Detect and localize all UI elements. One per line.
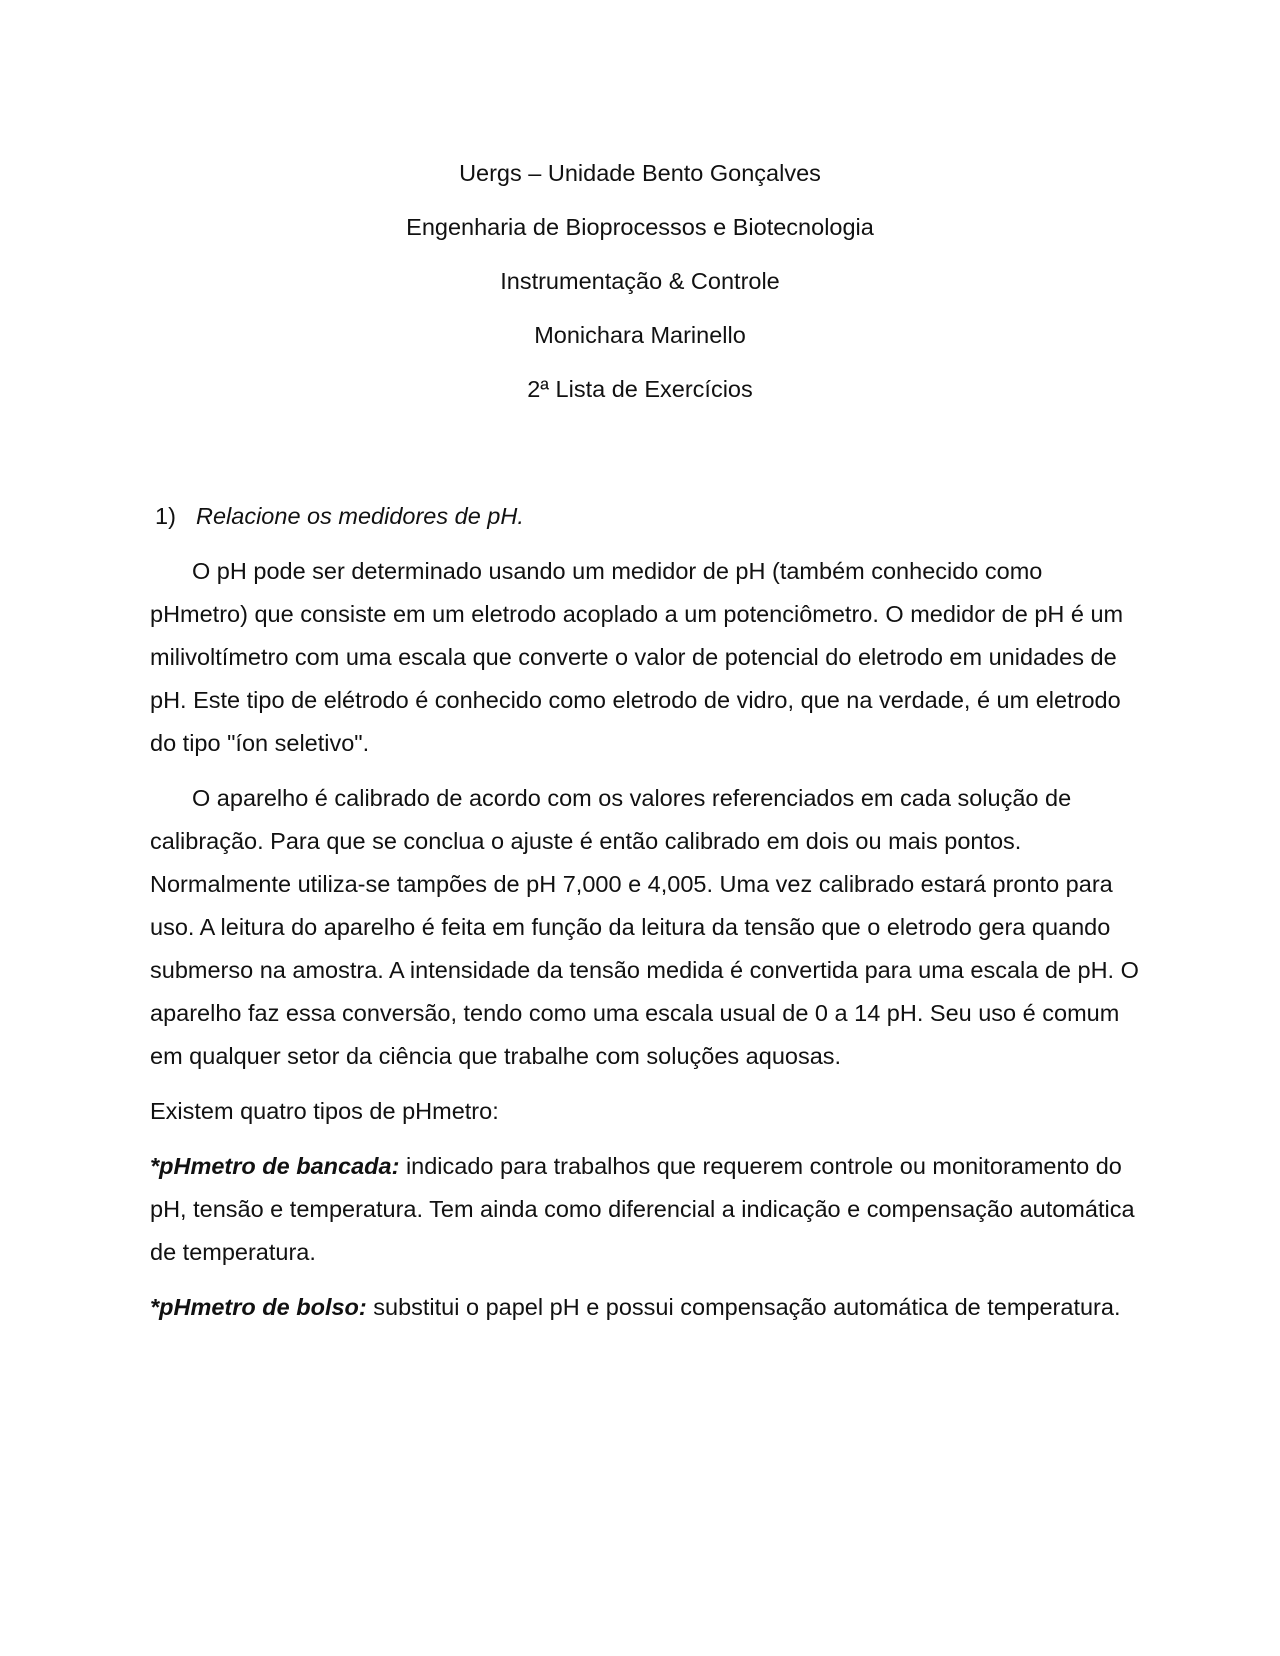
type-term: *pHmetro de bancada: [150, 1153, 400, 1179]
type-item-bancada [150, 1145, 1140, 1274]
question-number: 1) [155, 503, 176, 529]
paragraph-ph-measurement: O pH pode ser determinado usando um medidor de pH (também conhecido como pHmetro) que consiste em um eletrodo acoplado a um potenciômetro. O medidor de pH é um milivoltímetro com uma escala que converte o valor de potencial do eletrodo em unidades de pH. Este tipo de elétrodo é conhecido como eletrodo de vidro, que na verdade, é um eletrodo do tipo "íon seletivo". [150, 558, 1124, 756]
question-text: Relacione os medidores de pH. [196, 503, 524, 529]
course-line: Engenharia de Bioprocessos e Biotecnologia [406, 214, 874, 240]
question-heading [150, 498, 1140, 534]
document-title: 2ª Lista de Exercícios [527, 376, 753, 402]
document-body [150, 498, 1140, 1341]
document-header [0, 146, 1280, 416]
types-intro: Existem quatro tipos de pHmetro: [150, 1098, 499, 1124]
subject-line: Instrumentação & Controle [500, 268, 780, 294]
type-description: indicado para trabalhos que requerem controle ou monitoramento do pH, tensão e temperatura. Tem ainda como diferencial a indicação e compensação automática de temperatura. [150, 1153, 1135, 1265]
type-term: *pHmetro de bolso: [150, 1294, 367, 1320]
institution-line: Uergs – Unidade Bento Gonçalves [459, 160, 821, 186]
type-item-bolso [150, 1286, 1140, 1329]
paragraph-calibration: O aparelho é calibrado de acordo com os valores referenciados em cada solução de calibração. Para que se conclua o ajuste é então calibrado em dois ou mais pontos. Normalmente utiliza-se tampões de pH 7,000 e 4,005. Uma vez calibrado estará pronto para uso. A leitura do aparelho é feita em função da leitura da tensão que o eletrodo gera quando submerso na amostra. A intensidade da tensão medida é convertida para uma escala de pH. O aparelho faz essa conversão, tendo como uma escala usual de 0 a 14 pH. Seu uso é comum em qualquer setor da ciência que trabalhe com soluções aquosas. [150, 785, 1139, 1069]
type-description: substitui o papel pH e possui compensação automática de temperatura. [366, 1294, 1121, 1320]
author-line: Monichara Marinello [534, 322, 746, 348]
